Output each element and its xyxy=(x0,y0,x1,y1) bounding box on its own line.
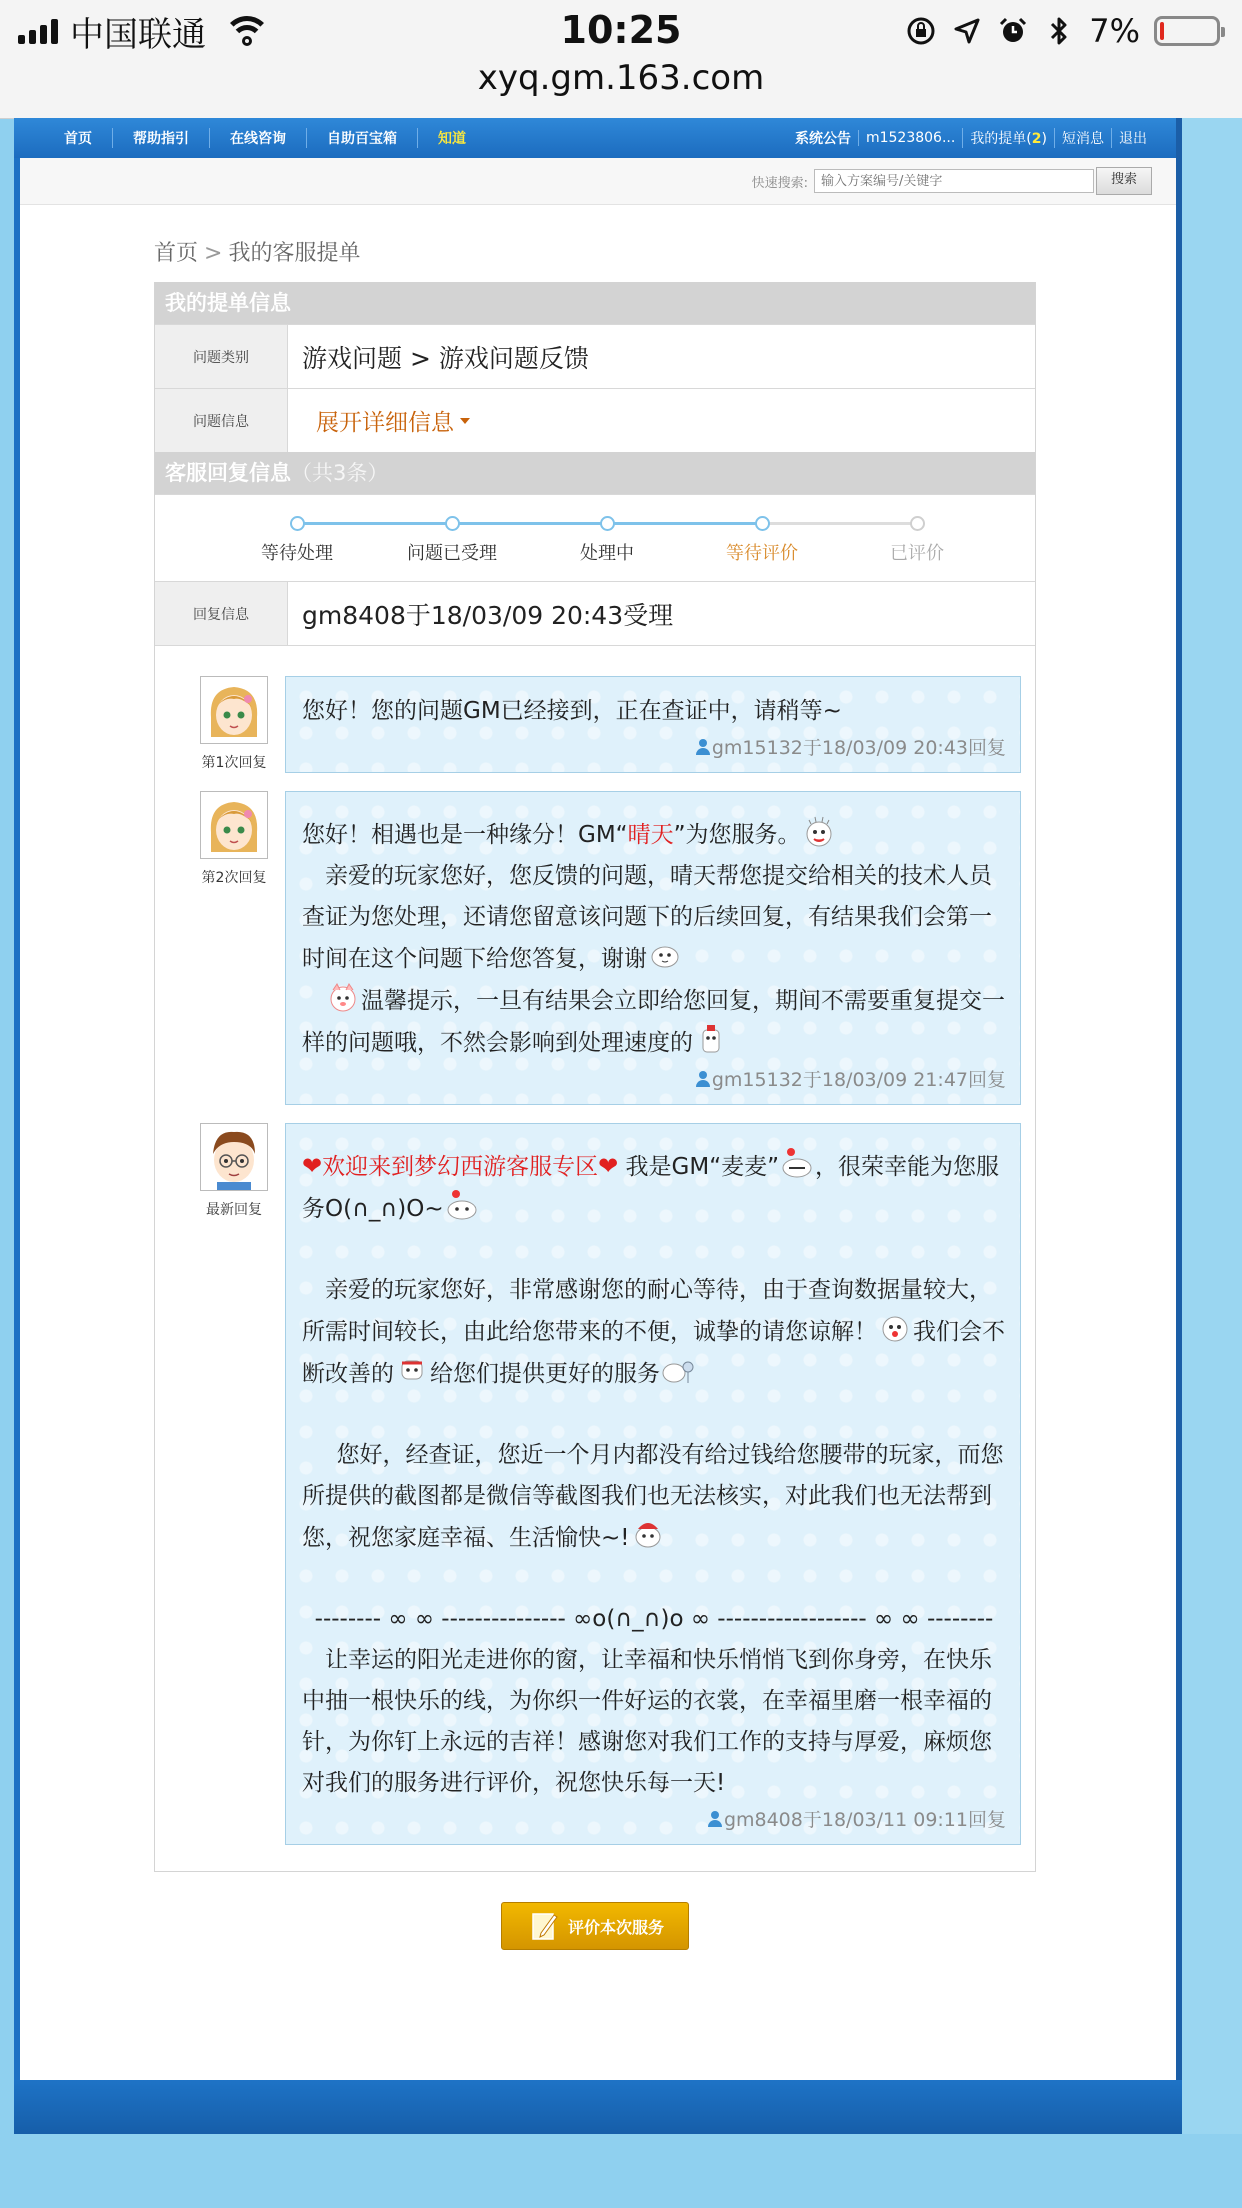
progress-line-done xyxy=(297,522,762,525)
nav-self-service[interactable]: 自助百宝箱 xyxy=(306,128,417,148)
search-input[interactable] xyxy=(814,169,1094,193)
progress-step-label: 已评价 xyxy=(890,543,944,564)
reply-author-col xyxy=(183,676,285,773)
progress-step-dot xyxy=(600,516,615,531)
my-tickets-prefix: 我的提单( xyxy=(970,131,1032,147)
greeting-a: 您好！相遇也是一种缘分！GM“ xyxy=(302,822,628,848)
reply-info-value: gm8408于18/03/09 20:43受理 xyxy=(302,600,674,630)
alarm-icon xyxy=(997,15,1029,47)
welcome-text: 欢迎来到梦幻西游客服专区 xyxy=(322,1154,599,1180)
nav-messages[interactable]: 短消息 xyxy=(1054,128,1111,148)
reply-paragraph xyxy=(302,856,1006,980)
reply-paragraph-text: 温馨提示，一旦有结果会立即给您回复，期间不需要重复提交一样的问题哦，不然会影响到处理速度的 xyxy=(302,988,1005,1056)
progress-step-label: 等待评价 xyxy=(726,543,798,564)
ticket-info-title: 我的提单信息 xyxy=(155,282,1035,324)
site-frame xyxy=(14,118,1182,2134)
intro-b: ，很荣幸能为您服务O(∩_∩)O~ xyxy=(302,1154,1000,1222)
nav-online-consult[interactable]: 在线咨询 xyxy=(209,128,306,148)
page-background-strip xyxy=(1182,118,1242,2134)
reply-meta xyxy=(302,1066,1006,1094)
status-right xyxy=(905,10,1220,52)
intro-a: 我是GM“麦麦” xyxy=(618,1154,780,1180)
service-reply-title xyxy=(155,452,1035,494)
evaluate-service-button[interactable] xyxy=(501,1902,689,1950)
nav-help[interactable]: 帮助指引 xyxy=(112,128,209,148)
emoticon-icon xyxy=(801,814,837,848)
reply-paragraph xyxy=(302,1435,1006,1559)
reply-paragraph-text: 给您们提供更好的服务 xyxy=(430,1361,660,1387)
info-row xyxy=(155,388,1035,452)
progress-step-dot xyxy=(290,516,305,531)
page-bottom-background xyxy=(0,2134,1242,2208)
greeting-b: ”为您服务。 xyxy=(673,822,801,848)
user-icon xyxy=(696,1071,710,1087)
reply-text: 您好！您的问题GM已经接到，正在查证中，请稍等~ xyxy=(302,698,842,724)
service-reply-title-text: 客服回复信息 xyxy=(165,461,291,485)
nav-home[interactable]: 首页 xyxy=(64,131,92,147)
info-label: 问题信息 xyxy=(155,389,288,452)
emoticon-icon xyxy=(877,1311,913,1345)
emoticon-icon xyxy=(647,938,683,972)
progress-step-label: 处理中 xyxy=(580,543,634,564)
avatar xyxy=(200,676,268,744)
status-time: 10:25 xyxy=(560,8,682,52)
reply-item-1 xyxy=(183,676,1021,773)
reply-caption: 第1次回复 xyxy=(201,755,267,771)
battery-icon xyxy=(1154,16,1220,46)
reply-greeting xyxy=(302,814,1006,856)
expand-details-toggle[interactable] xyxy=(288,389,1035,452)
reply-paragraph xyxy=(302,1270,1006,1395)
reply-divider: -------- ∞ ∞ --------------- ∞o(∩_∩)o ∞ ------------------ ∞ ∞ -------- xyxy=(314,1606,994,1632)
emoticon-icon xyxy=(693,1022,729,1056)
nav-user[interactable]: m1523806... xyxy=(858,130,962,146)
heart-icon: ❤ xyxy=(598,1152,619,1180)
battery-percent: 7% xyxy=(1089,12,1140,50)
emoticon-icon xyxy=(325,980,361,1014)
reply-author-col xyxy=(183,791,285,1105)
breadcrumb xyxy=(154,236,1036,272)
evaluate-label: 评价本次服务 xyxy=(567,1917,664,1937)
bluetooth-icon xyxy=(1043,15,1075,47)
emoticon-icon xyxy=(630,1517,666,1551)
nav-right xyxy=(788,128,1176,148)
pencil-icon xyxy=(532,1911,558,1941)
progress-line-pending xyxy=(762,522,917,525)
location-arrow-icon xyxy=(951,15,983,47)
category-value: 游戏问题 > 游戏问题反馈 xyxy=(302,343,589,373)
reply-bubble xyxy=(285,676,1021,773)
nav-my-tickets[interactable] xyxy=(962,128,1054,148)
evaluate-wrap xyxy=(154,1902,1036,1950)
search-label: 快速搜索: xyxy=(751,175,808,191)
breadcrumb-home[interactable]: 首页 xyxy=(154,241,199,266)
nav-zhidao[interactable]: 知道 xyxy=(417,128,486,148)
progress-step-label: 等待处理 xyxy=(261,543,333,564)
user-icon xyxy=(708,1811,722,1827)
reply-meta-text: gm8408于18/03/11 09:11回复 xyxy=(723,1809,1006,1831)
ticket-panel xyxy=(154,282,1036,1872)
reply-caption: 第2次回复 xyxy=(201,870,267,886)
user-icon xyxy=(696,739,710,755)
reply-welcome xyxy=(302,1146,1006,1230)
reply-author-col xyxy=(183,1123,285,1845)
heart-icon: ❤ xyxy=(302,1152,323,1180)
quick-search-bar xyxy=(20,158,1176,205)
reply-caption: 最新回复 xyxy=(206,1202,262,1218)
emoticon-icon xyxy=(444,1188,480,1222)
reply-bubble xyxy=(285,1123,1021,1845)
reply-paragraph: 让幸运的阳光走进你的窗，让幸福和快乐悄悄飞到你身旁，在快乐中抽一根快乐的线，为你织一件好运的衣裳，在幸福里磨一根幸福的针，为你钉上永远的吉祥！感谢您对我们工作的支持与厚爱，麻烦您对我们的服务进行评价，祝您快乐每一天! xyxy=(302,1647,992,1796)
emoticon-icon xyxy=(394,1353,430,1387)
spacer xyxy=(302,1559,1006,1599)
reply-meta-text: gm15132于18/03/09 20:43回复 xyxy=(711,737,1006,759)
progress-step-dot xyxy=(445,516,460,531)
browser-chrome xyxy=(0,0,1242,119)
reply-meta xyxy=(302,734,1006,762)
reply-paragraph-text: 亲爱的玩家您好，非常感谢您的耐心等待，由于查询数据量较大，所需时间较长，由此给您带来的不便，诚挚的请您谅解！ xyxy=(302,1277,992,1345)
my-tickets-count: 2 xyxy=(1031,131,1042,147)
spacer xyxy=(302,1395,1006,1435)
reply-paragraph-text: 我们会不断改善的 xyxy=(302,1319,1005,1387)
spacer xyxy=(302,1230,1006,1270)
top-nav xyxy=(14,118,1176,158)
reply-item-2 xyxy=(183,791,1021,1105)
category-row xyxy=(155,324,1035,388)
nav-logout[interactable]: 退出 xyxy=(1111,128,1154,148)
progress-step-dot xyxy=(755,516,770,531)
reply-info-label: 回复信息 xyxy=(155,582,288,645)
carrier-name: 中国联通 xyxy=(70,14,206,55)
my-tickets-suffix: ) xyxy=(1041,131,1047,147)
chevron-down-icon xyxy=(460,418,470,424)
lock-rotation-icon xyxy=(905,15,937,47)
breadcrumb-separator: > xyxy=(204,241,223,266)
gm-name: 晴天 xyxy=(627,822,674,848)
reply-list xyxy=(155,645,1035,1871)
breadcrumb-current: 我的客服提单 xyxy=(228,241,361,266)
status-progress xyxy=(155,494,1035,581)
reply-info-row xyxy=(155,581,1035,645)
reply-meta xyxy=(302,1806,1006,1834)
reply-paragraph-text: 亲爱的玩家您好，您反馈的问题，晴天帮您提交给相关的技术人员查证为您处理，还请您留意该问题下的后续回复，有结果我们会第一时间在这个问题下给您答复，谢谢 xyxy=(302,863,992,972)
progress-step-dot xyxy=(910,516,925,531)
main-content xyxy=(154,236,1036,1950)
reply-meta-text: gm15132于18/03/09 21:47回复 xyxy=(711,1069,1006,1091)
avatar xyxy=(200,791,268,859)
reply-paragraph-text: 您好，经查证，您近一个月内都没有给过钱给您腰带的玩家，而您所提供的截图都是微信等截图我们也无法核实，对此我们也无法帮到您，祝您家庭幸福、生活愉快~! xyxy=(302,1442,1004,1551)
reply-paragraph xyxy=(302,980,1006,1064)
search-button[interactable]: 搜索 xyxy=(1096,167,1152,195)
reply-item-3 xyxy=(183,1123,1021,1845)
emoticon-icon xyxy=(779,1146,815,1180)
address-bar-url[interactable]: xyq.gm.163.com xyxy=(477,58,765,98)
nav-left xyxy=(14,128,486,148)
expand-details-label: 展开详细信息 xyxy=(316,410,454,436)
nav-announcement[interactable]: 系统公告 xyxy=(794,131,851,147)
progress-step-label: 问题已受理 xyxy=(407,543,497,564)
reply-bubble xyxy=(285,791,1021,1105)
avatar xyxy=(200,1123,268,1191)
service-reply-count: （共3条） xyxy=(291,461,389,485)
footer-band xyxy=(14,2080,1182,2134)
page-body xyxy=(20,158,1176,2100)
category-label: 问题类别 xyxy=(155,325,288,388)
emoticon-icon xyxy=(660,1353,696,1387)
